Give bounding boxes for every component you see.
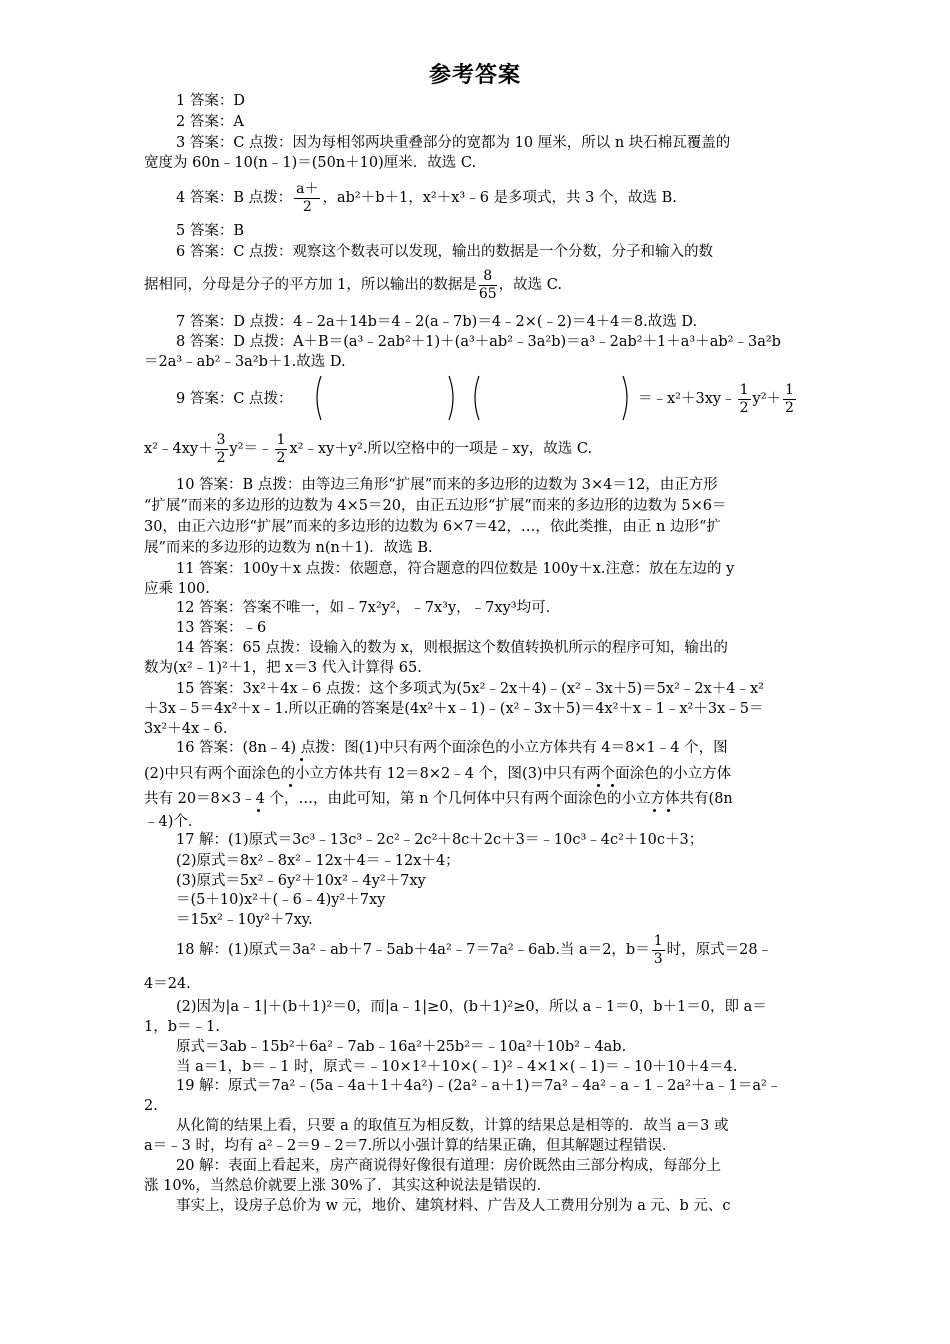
answer-4 xyxy=(176,178,677,218)
answer-17-line4: ＝(5＋10)x²＋(﹣6﹣4)y²＋7xy xyxy=(176,892,386,908)
answer-19-line1: 19 解：原式＝7a²﹣(5a﹣4a＋1＋4a²)﹣(2a²﹣a＋1)＝7a²﹣4a²﹣a﹣1﹣2a²＋a﹣1＝a²﹣ xyxy=(176,1078,782,1094)
answer-9-fraction-1 xyxy=(738,382,751,417)
answer-9-term: y²＋ xyxy=(752,391,782,407)
answer-16-line1: 16 答案：(8n﹣4) 点拨：图(1)中只有两个面涂色的小立方体共有 4＝8×1﹣4 个，图 xyxy=(176,740,728,756)
fraction-denominator: 2 xyxy=(785,399,794,416)
answer-9-line2 xyxy=(144,428,592,470)
answer-9-fraction-4 xyxy=(275,432,288,467)
answer-18-fraction xyxy=(652,933,665,968)
answer-8-line2: ＝2a³﹣ab²﹣3a²b＋1.故选 D. xyxy=(144,354,346,370)
answer-17-line2: (2)原式＝8x²﹣8x²﹣12x＋4＝﹣12x＋4； xyxy=(176,853,460,869)
answer-5: 5 答案：B xyxy=(176,223,244,239)
answer-3-line1: 3 答案：C 点拨：因为每相邻两块重叠部分的宽都为 10 厘米，所以 n 块石棉瓦覆盖的 xyxy=(176,135,731,151)
answer-10-line2: “扩展”而来的多边形的边数为 4×5＝20，由正五边形“扩展”而来的多边形的边数为 5×6＝ xyxy=(144,498,727,514)
answer-2: 2 答案：A xyxy=(176,114,244,130)
answer-12: 12 答案：答案不唯一，如﹣7x²y²，﹣7x³y，﹣7xy³均可． xyxy=(176,600,561,616)
emphasis-dot xyxy=(300,758,303,761)
answer-9-eq: ＝﹣x²＋3xy﹣ xyxy=(638,391,736,407)
fraction-numerator: 1 xyxy=(653,932,663,949)
emphasis-dot xyxy=(289,784,292,787)
answer-8-line1: 8 答案：D 点拨：A＋B＝(a³﹣2ab²＋1)＋(a³＋ab²﹣3a²b)＝a³﹣2ab²＋1＋a³＋ab²﹣3a²b xyxy=(176,334,781,350)
answer-6-rest: ，故选 C. xyxy=(498,277,562,293)
right-paren-2 xyxy=(620,374,634,422)
answer-6-lead: 据相同，分母是分子的平方加 1，所以输出的数据是 xyxy=(144,277,477,293)
answer-9-part-b: y²＝﹣ xyxy=(229,441,273,457)
answer-4-fraction xyxy=(294,181,320,216)
emphasis-dot xyxy=(653,809,656,812)
fraction-denominator: 65 xyxy=(478,285,497,302)
answer-18-lead: 18 解：(1)原式＝3a²﹣ab＋7﹣5ab＋4a²﹣7＝7a²﹣6ab.当 a＝2，b＝ xyxy=(176,942,650,958)
answer-10-line1: 10 答案：B 点拨：由等边三角形“扩展”而来的多边形的边数为 3×4＝12，由正方形 xyxy=(176,477,718,493)
answer-7: 7 答案：D 点拨：4﹣2a＋14b＝4﹣2(a﹣7b)＝4﹣2×(﹣2)＝4＋4＝8.故选 D. xyxy=(176,314,698,330)
answer-18-line5: 原式＝3ab﹣15b²＋6a²﹣7ab﹣16a²＋25b²＝﹣10a²＋10b²﹣4ab. xyxy=(176,1039,627,1055)
answer-11-line2: 应乘 100. xyxy=(144,581,210,597)
answer-17-line3: (3)原式＝5x²﹣6y²＋10x²﹣4y²＋7xy xyxy=(176,873,426,889)
left-paren-2 xyxy=(468,374,482,422)
answer-14-line2: 数为(x²﹣1)²＋1，把 x＝3 代入计算得 65. xyxy=(144,660,422,676)
answer-18-line4: 1，b＝﹣1. xyxy=(144,1019,220,1035)
left-paren-1 xyxy=(310,374,324,422)
answer-18-line1 xyxy=(176,929,772,971)
answer-20-line1: 20 解：表面上看起来，房产商说得好像很有道理：房价既然由三部分构成，每部分上 xyxy=(176,1158,722,1174)
answer-10-line4: 展”而来的多边形的边数为 n(n＋1)．故选 B. xyxy=(144,540,433,556)
answer-19-line3: 从化简的结果上看，只要 a 的取值互为相反数，计算的结果总是相等的．故当 a＝3 或 xyxy=(176,1118,729,1134)
page-title: 参考答案 xyxy=(428,63,521,88)
answer-13: 13 答案：﹣6 xyxy=(176,620,267,636)
answer-11-line1: 11 答案：100y＋x 点拨：依题意，符合题意的四位数是 100y＋x.注意：放在左边的 y xyxy=(176,561,735,577)
fraction-numerator: 1 xyxy=(739,381,749,398)
answer-15-line1: 15 答案：3x²＋4x﹣6 点拨：这个多项式为(5x²﹣2x＋4)﹣(x²﹣3x＋5)＝5x²﹣2x＋4﹣x² xyxy=(176,681,764,697)
fraction-denominator: 2 xyxy=(276,449,286,466)
emphasis-dot xyxy=(667,809,670,812)
fraction-numerator: 8 xyxy=(479,268,497,286)
answer-6-line2 xyxy=(144,264,562,306)
answer-17-line5: ＝15x²﹣10y²＋7xy. xyxy=(176,912,313,928)
answer-17-line1: 17 解：(1)原式＝3c³﹣13c³﹣2c²﹣2c²＋8c＋2c＋3＝﹣10c³﹣4c²＋10c＋3； xyxy=(176,832,704,848)
answer-9-lead: 9 答案：C 点拨： xyxy=(176,391,293,407)
answer-9-fraction-3 xyxy=(215,432,228,467)
fraction-denominator: 2 xyxy=(739,399,749,416)
fraction-numerator: a＋ xyxy=(296,180,319,197)
answer-14-line1: 14 答案：65 点拨：设输入的数为 x，则根据这个数值转换机所示的程序可知，输出的 xyxy=(176,640,728,656)
answer-19-line4: a＝﹣3 时，均有 a²﹣2＝9﹣2＝7.所以小强计算的结果正确，但其解题过程错误． xyxy=(144,1138,677,1154)
answer-18-rest: 时，原式＝28﹣ xyxy=(666,942,773,958)
answer-19-line2: 2. xyxy=(144,1098,158,1114)
answer-4-rest: ，ab²＋b＋1，x²＋x³﹣6 是多项式，共 3 个，故选 B. xyxy=(322,190,677,206)
answer-3-line2: 宽度为 60n﹣10(n﹣1)＝(50n＋10)厘米．故选 C. xyxy=(144,155,477,171)
fraction-numerator: 1 xyxy=(785,381,794,398)
answer-6-fraction xyxy=(479,268,497,303)
answer-6-line1: 6 答案：C 点拨：观察这个数表可以发现，输出的数据是一个分数，分子和输入的数 xyxy=(176,244,714,260)
answer-10-line3: 30，由正六边形“扩展”而来的多边形的边数为 6×7＝42，…，依此类推，由正 n 边形“扩 xyxy=(144,519,721,535)
answer-9-part-a: x²﹣4xy＋ xyxy=(144,441,213,457)
emphasis-dot xyxy=(257,809,260,812)
fraction-numerator: 1 xyxy=(276,431,286,448)
answer-16-line4: ﹣4)个． xyxy=(144,814,203,830)
answer-15-line3: 3x²＋4x﹣6. xyxy=(144,721,228,737)
answer-9-fraction-2 xyxy=(783,382,796,417)
answer-18-line2: 4＝24. xyxy=(144,976,191,992)
answer-16-line3: 共有 20＝8×3﹣4 个，…，由此可知，第 n 个几何体中只有两个面涂色的小立方体共有(8n xyxy=(144,791,733,807)
answer-20-line2: 涨 10%，当然总价就要上涨 30%了．其实这种说法是错误的． xyxy=(144,1178,552,1194)
emphasis-dot xyxy=(597,784,600,787)
answer-15-line2: ＋3x﹣5＝4x²＋x﹣1.所以正确的答案是(4x²＋x﹣1)﹣(x²﹣3x＋5)＝4x²＋x﹣1﹣x²＋3x﹣5＝ xyxy=(144,701,764,717)
fraction-denominator: 2 xyxy=(302,198,312,215)
answer-9-part-c: x²﹣xy＋y².所以空格中的一项是﹣xy，故选 C. xyxy=(289,441,593,457)
answer-16-line2: (2)中只有两个面涂色的小立方体共有 12＝8×2﹣4 个，图(3)中只有两个面涂色的小立方体 xyxy=(144,766,732,782)
right-paren-1 xyxy=(446,374,460,422)
answer-20-line3: 事实上，设房子总价为 w 元，地价、建筑材料、广告及人工费用分别为 a 元、b 元、c xyxy=(176,1198,731,1214)
fraction-denominator: 2 xyxy=(216,449,226,466)
fraction-denominator: 3 xyxy=(653,950,663,967)
answer-18-line3: (2)因为|a﹣1|＋(b＋1)²＝0，而|a﹣1|≥0，(b＋1)²≥0，所以 a﹣1＝0，b＋1＝0，即 a＝ xyxy=(176,999,767,1015)
answer-4-lead: 4 答案：B 点拨： xyxy=(176,190,293,206)
fraction-numerator: 3 xyxy=(216,431,226,448)
emphasis-dot xyxy=(611,784,614,787)
answer-18-line6: 当 a＝1，b＝﹣1 时，原式＝﹣10×1²＋10×(﹣1)²﹣4×1×(﹣1)＝﹣10＋10＋4＝4. xyxy=(176,1059,738,1075)
answer-9-result xyxy=(638,378,798,420)
answer-1: 1 答案：D xyxy=(176,93,245,109)
